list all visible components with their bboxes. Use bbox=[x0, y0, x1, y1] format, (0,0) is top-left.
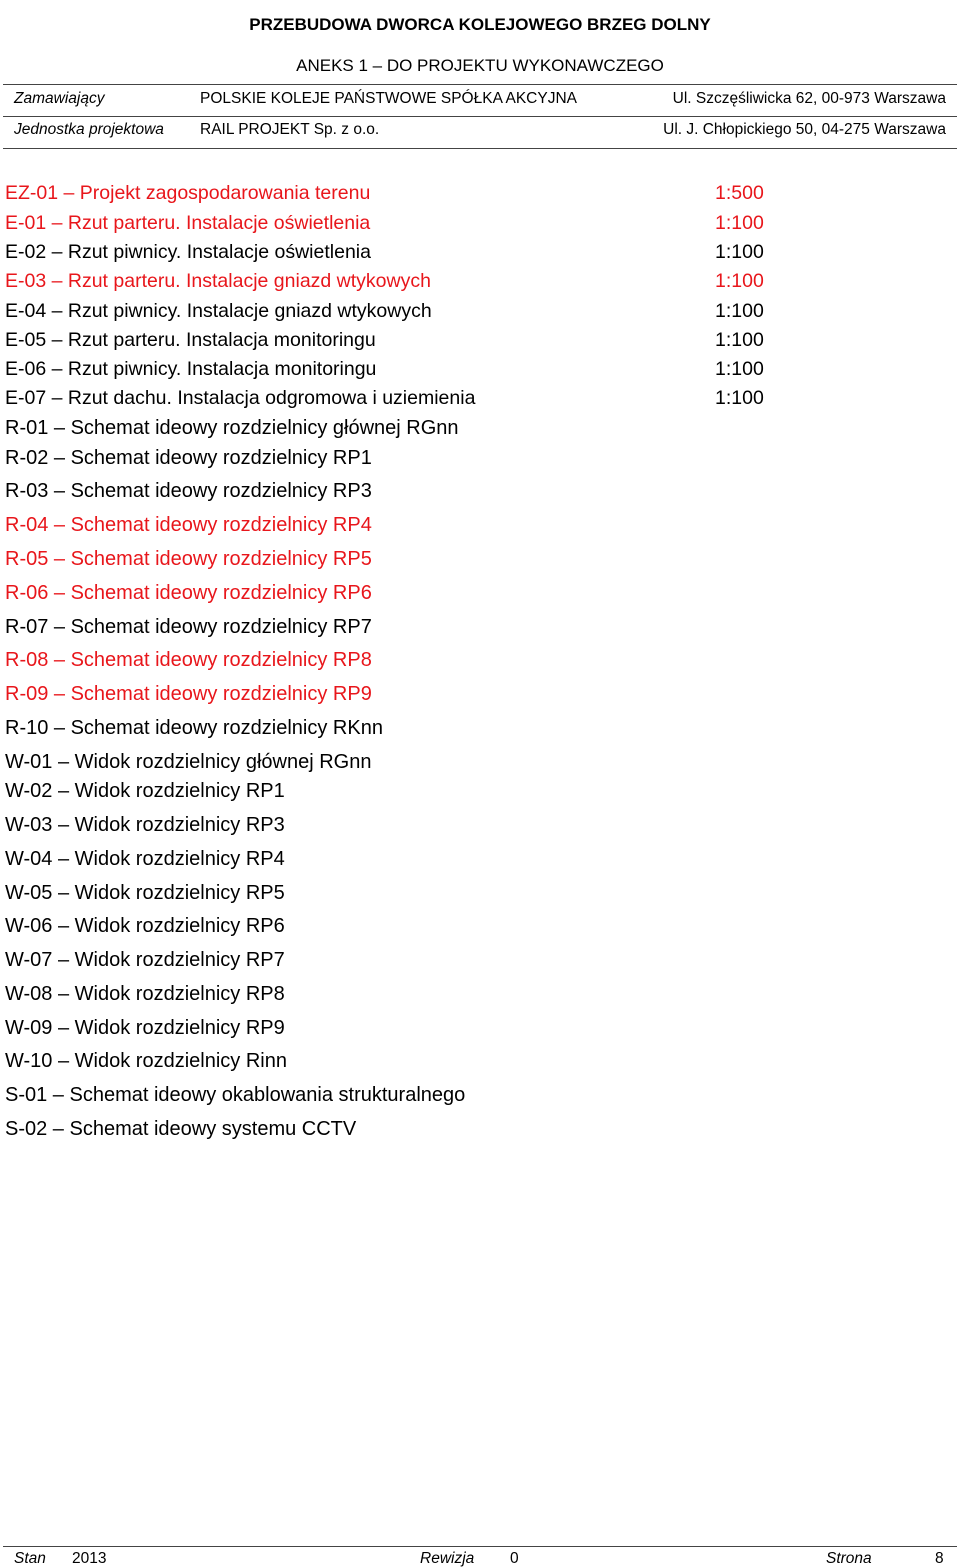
drawing-title: R-07 – Schemat ideowy rozdzielnicy RP7 bbox=[5, 616, 372, 638]
drawing-list-item bbox=[5, 1017, 285, 1040]
drawing-title: W-09 – Widok rozdzielnicy RP9 bbox=[5, 1017, 285, 1039]
drawing-title: R-04 – Schemat ideowy rozdzielnicy RP4 bbox=[5, 514, 372, 536]
drawing-list-item bbox=[5, 882, 285, 905]
drawing-scale: 1:100 bbox=[715, 329, 764, 351]
drawing-list-item bbox=[5, 241, 764, 264]
drawing-title: S-02 – Schemat ideowy systemu CCTV bbox=[5, 1118, 357, 1140]
drawing-title: E-06 – Rzut piwnicy. Instalacja monitoringu bbox=[5, 358, 377, 380]
drawing-list-item bbox=[5, 949, 285, 972]
drawing-title: R-03 – Schemat ideowy rozdzielnicy RP3 bbox=[5, 480, 372, 502]
drawing-list-item bbox=[5, 514, 372, 537]
drawing-list-item bbox=[5, 1118, 356, 1141]
document-title: PRZEBUDOWA DWORCA KOLEJOWEGO BRZEG DOLNY bbox=[249, 15, 711, 34]
drawing-title: W-10 – Widok rozdzielnicy Rinn bbox=[5, 1050, 287, 1072]
drawing-list-item bbox=[5, 616, 372, 639]
drawing-list-item bbox=[5, 814, 285, 837]
drawing-list-item bbox=[5, 182, 764, 205]
drawing-list-item bbox=[5, 582, 372, 605]
drawing-title: E-03 – Rzut parteru. Instalacje gniazd wtykowych bbox=[5, 270, 431, 292]
drawing-scale: 1:100 bbox=[715, 300, 764, 322]
drawing-list-item bbox=[5, 780, 285, 803]
drawing-title: W-06 – Widok rozdzielnicy RP6 bbox=[5, 915, 285, 937]
drawing-title: R-01 – Schemat ideowy rozdzielnicy głównej RGnn bbox=[5, 417, 459, 439]
drawing-list-item bbox=[5, 717, 383, 740]
rewizja-value: 0 bbox=[510, 1550, 519, 1567]
drawing-list-item bbox=[5, 683, 372, 706]
drawing-list-item bbox=[5, 548, 372, 571]
strona-value: 8 bbox=[935, 1550, 944, 1567]
drawing-title: W-07 – Widok rozdzielnicy RP7 bbox=[5, 949, 285, 971]
drawing-scale: 1:100 bbox=[715, 212, 764, 234]
drawing-title: E-02 – Rzut piwnicy. Instalacje oświetlenia bbox=[5, 241, 371, 263]
drawing-title: W-02 – Widok rozdzielnicy RP1 bbox=[5, 780, 285, 802]
drawing-title: W-01 – Widok rozdzielnicy głównej RGnn bbox=[5, 751, 372, 773]
drawing-list-item bbox=[5, 915, 285, 938]
drawing-title: E-07 – Rzut dachu. Instalacja odgromowa i uziemienia bbox=[5, 387, 476, 409]
drawing-scale: 1:500 bbox=[715, 182, 764, 204]
drawing-title: R-06 – Schemat ideowy rozdzielnicy RP6 bbox=[5, 582, 372, 604]
rewizja-label: Rewizja bbox=[420, 1550, 475, 1567]
drawing-list-item bbox=[5, 983, 285, 1006]
page-footer bbox=[0, 1546, 960, 1568]
drawing-title: W-08 – Widok rozdzielnicy RP8 bbox=[5, 983, 285, 1005]
drawing-list-item bbox=[5, 329, 764, 352]
drawing-title: E-05 – Rzut parteru. Instalacja monitoringu bbox=[5, 329, 376, 351]
drawing-scale: 1:100 bbox=[715, 387, 764, 409]
drawing-list-item bbox=[5, 751, 371, 774]
drawing-list-item bbox=[5, 417, 459, 440]
drawing-scale: 1:100 bbox=[715, 358, 764, 380]
header-row-client bbox=[0, 90, 960, 116]
strona-label: Strona bbox=[826, 1550, 872, 1567]
drawing-list-item bbox=[5, 387, 764, 410]
drawing-title: E-04 – Rzut piwnicy. Instalacje gniazd wtykowych bbox=[5, 300, 432, 322]
drawing-list-item bbox=[5, 649, 372, 672]
drawing-title: W-03 – Widok rozdzielnicy RP3 bbox=[5, 814, 285, 836]
stan-value: 2013 bbox=[72, 1550, 107, 1567]
drawing-list-item bbox=[5, 358, 764, 381]
drawing-list-item bbox=[5, 300, 764, 323]
designer-address: Ul. J. Chłopickiego 50, 04-275 Warszawa bbox=[663, 121, 946, 138]
drawing-scale: 1:100 bbox=[715, 270, 764, 292]
drawing-list-item bbox=[5, 1050, 287, 1073]
drawing-title: R-10 – Schemat ideowy rozdzielnicy RKnn bbox=[5, 717, 383, 739]
designer-name: RAIL PROJEKT Sp. z o.o. bbox=[200, 121, 380, 138]
header-divider bbox=[3, 84, 957, 85]
drawing-scale: 1:100 bbox=[715, 241, 764, 263]
drawing-title: S-01 – Schemat ideowy okablowania strukturalnego bbox=[5, 1084, 466, 1106]
drawing-title: R-05 – Schemat ideowy rozdzielnicy RP5 bbox=[5, 548, 372, 570]
drawing-list-item bbox=[5, 212, 764, 235]
drawing-list-item bbox=[5, 848, 285, 871]
header-row-designer bbox=[0, 121, 960, 147]
document-subtitle: ANEKS 1 – DO PROJEKTU WYKONAWCZEGO bbox=[296, 56, 664, 75]
client-label: Zamawiający bbox=[14, 90, 105, 107]
drawing-title: R-09 – Schemat ideowy rozdzielnicy RP9 bbox=[5, 683, 372, 705]
header-divider bbox=[3, 148, 957, 149]
stan-label: Stan bbox=[14, 1550, 46, 1567]
drawing-title: R-08 – Schemat ideowy rozdzielnicy RP8 bbox=[5, 649, 372, 671]
drawing-list-item bbox=[5, 1084, 465, 1107]
footer-divider bbox=[3, 1546, 957, 1547]
drawing-list-item bbox=[5, 447, 372, 470]
header-divider bbox=[3, 116, 957, 117]
drawing-list-item bbox=[5, 480, 372, 503]
drawing-list-item bbox=[5, 270, 764, 293]
drawing-title: R-02 – Schemat ideowy rozdzielnicy RP1 bbox=[5, 447, 372, 469]
drawing-title: W-05 – Widok rozdzielnicy RP5 bbox=[5, 882, 285, 904]
client-address: Ul. Szczęśliwicka 62, 00-973 Warszawa bbox=[672, 90, 946, 107]
client-name: POLSKIE KOLEJE PAŃSTWOWE SPÓŁKA AKCYJNA bbox=[200, 90, 577, 107]
drawing-title: E-01 – Rzut parteru. Instalacje oświetlenia bbox=[5, 212, 371, 234]
drawing-title: EZ-01 – Projekt zagospodarowania terenu bbox=[5, 182, 371, 204]
designer-label: Jednostka projektowa bbox=[14, 121, 164, 138]
drawing-title: W-04 – Widok rozdzielnicy RP4 bbox=[5, 848, 285, 870]
